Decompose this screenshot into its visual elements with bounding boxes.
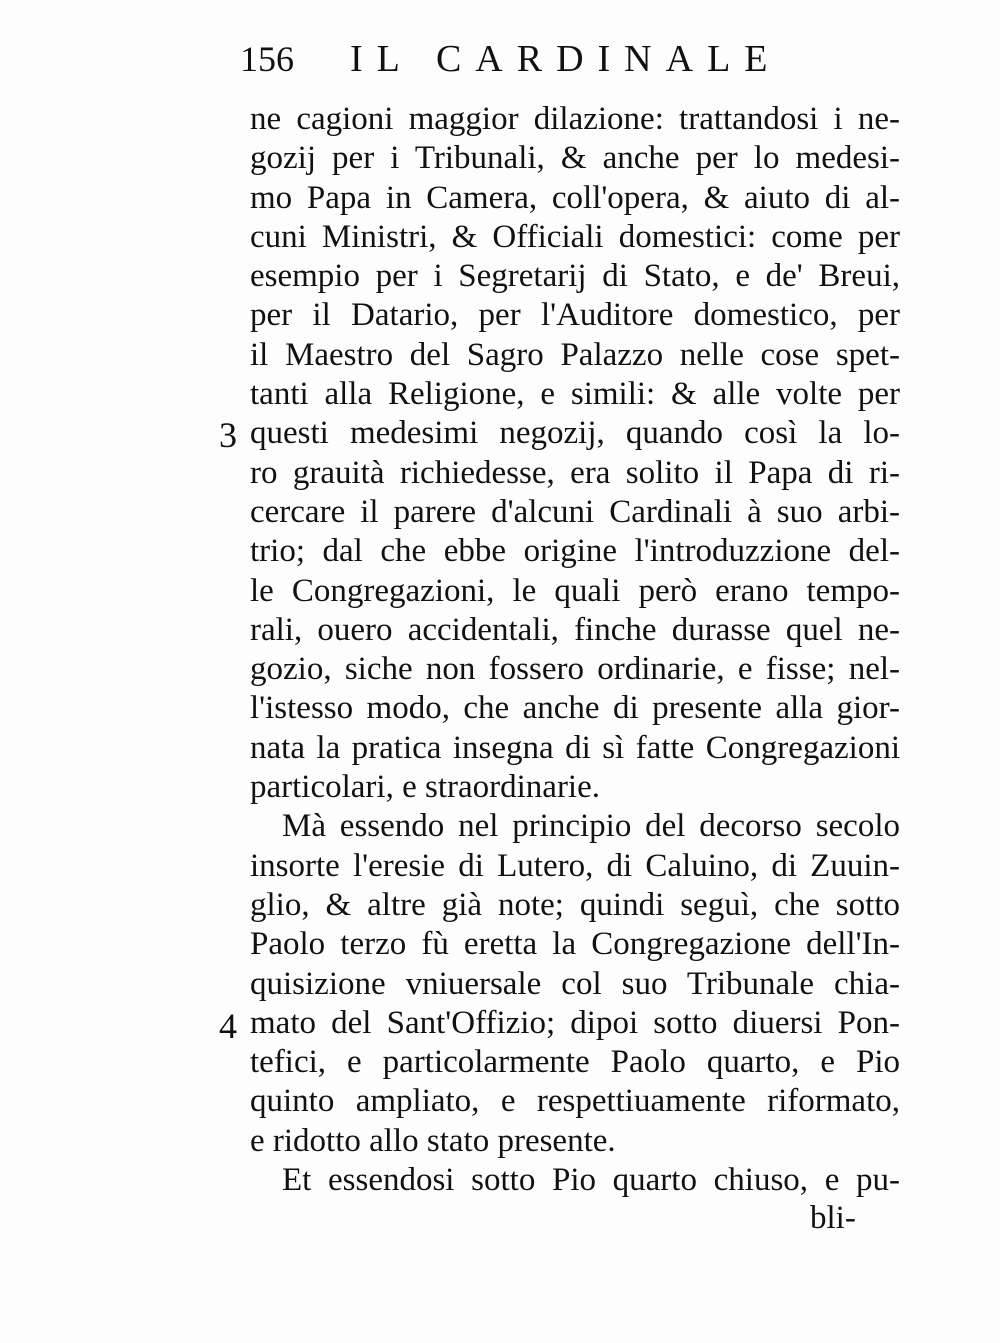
text-line: questi medesimi negozij, quando così la lo- <box>250 415 900 452</box>
text-line: Et essendosi sotto Pio quarto chiuso, e pu- <box>282 1162 900 1199</box>
text-line: ro grauità richiedesse, era solito il Papa di ri- <box>250 454 900 491</box>
text-line: nata la pratica insegna di sì fatte Congregazioni <box>250 729 900 766</box>
text-line: ne cagioni maggior dilazione: trattandosi i ne- <box>250 101 900 137</box>
text-line: tefici, e particolarmente Paolo quarto, e Pio <box>250 1044 900 1081</box>
text-line: esempio per i Segretarij di Stato, e de' Breui, <box>250 258 900 295</box>
catchword: bli- <box>810 1200 856 1236</box>
text-line: mato del Sant'Offizio; dipoi sotto diuersi Pon- <box>250 1004 900 1041</box>
running-head <box>240 28 840 88</box>
text-line: Mà essendo nel principio del decorso secolo <box>282 808 900 845</box>
text-line: cercare il parere d'alcuni Cardinali à suo arbi- <box>250 493 900 530</box>
text-line: e ridotto allo stato presente. <box>250 1122 616 1159</box>
margin-note-3: 3 <box>219 415 237 455</box>
text-line: gozij per i Tribunali, & anche per lo medesi- <box>250 140 900 177</box>
running-title: IL CARDINALE <box>350 38 782 80</box>
text-line: tanti alla Religione, e simili: & alle volte per <box>250 376 900 413</box>
page-number: 156 <box>240 39 294 79</box>
text-line: quisizione vniuersale col suo Tribunale chia- <box>250 965 900 1002</box>
body-text <box>250 100 900 1200</box>
text-line: trio; dal che ebbe origine l'introduzzione del- <box>250 533 900 570</box>
text-line: il Maestro del Sagro Palazzo nelle cose spet- <box>250 336 900 373</box>
text-line: l'istesso modo, che anche di presente alla gior- <box>250 690 900 727</box>
text-line: glio, & altre già note; quindi seguì, che sotto <box>250 886 900 923</box>
text-line: gozio, siche non fossero ordinarie, e fisse; nel- <box>250 651 900 688</box>
text-line: per il Datario, per l'Auditore domestico, per <box>250 297 900 334</box>
text-line: rali, ouero accidentali, finche durasse quel ne- <box>250 611 900 648</box>
text-line: le Congregazioni, le quali però erano tempo- <box>250 572 900 609</box>
text-line: mo Papa in Camera, coll'opera, & aiuto di al- <box>250 179 900 216</box>
text-line: particolari, e straordinarie. <box>250 769 600 806</box>
text-line: cuni Ministri, & Officiali domestici: come per <box>250 218 900 255</box>
text-line: insorte l'eresie di Lutero, di Caluino, di Zuuin- <box>250 847 900 884</box>
text-line: quinto ampliato, e respettiuamente riformato, <box>250 1083 900 1120</box>
text-line: Paolo terzo fù eretta la Congregazione dell'In- <box>250 926 900 963</box>
margin-note-4: 4 <box>219 1006 237 1046</box>
